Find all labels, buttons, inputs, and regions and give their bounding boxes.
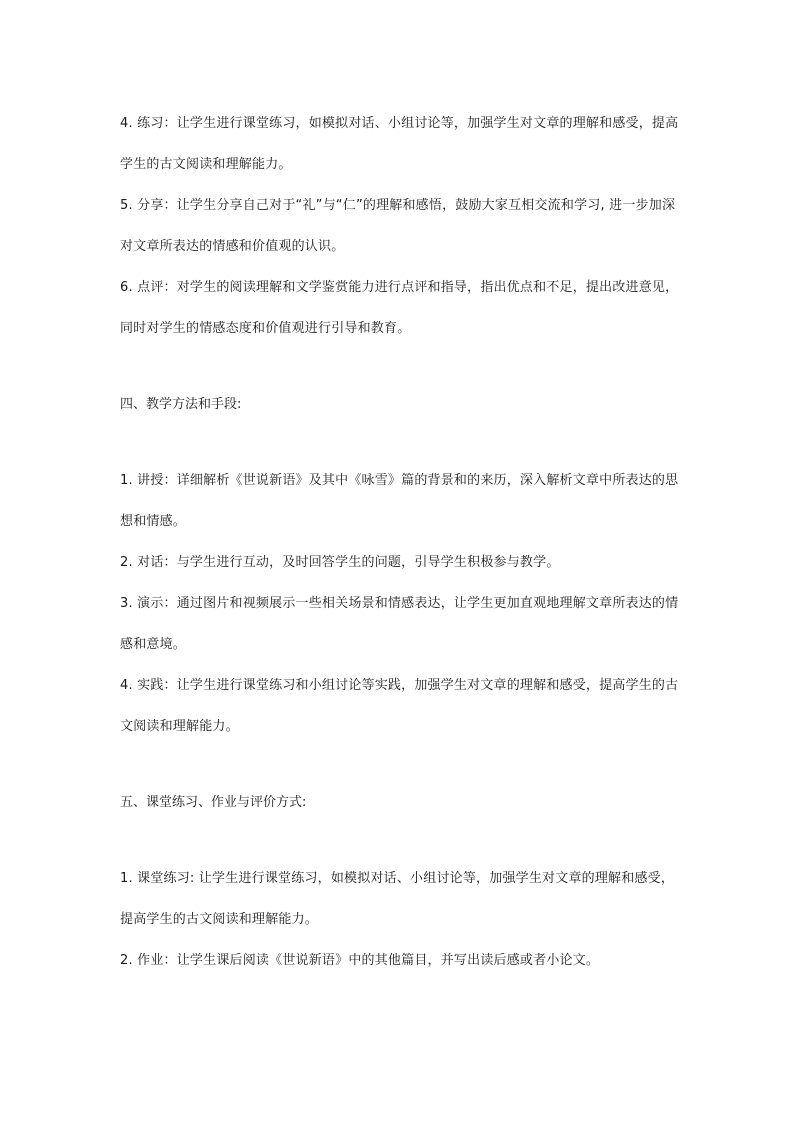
paragraph-dialogue: 2. 对话：与学生进行互动，及时回答学生的问题，引导学生积极参与教学。 bbox=[120, 555, 560, 570]
paragraph-class-exercise: 1. 课堂练习: 让学生进行课堂练习，如模拟对话、小组讨论等，加强学生对文章的理解和感受，提高学生的古文阅读和理解能力。 bbox=[120, 871, 675, 927]
document-page bbox=[120, 103, 680, 981]
section-heading-exercises: 五、课堂练习、作业与评价方式: bbox=[120, 795, 307, 810]
paragraph-review: 6. 点评：对学生的阅读理解和文学鉴赏能力进行点评和指导，指出优点和不足，提出改进意见，同时对学生的情感态度和价值观进行引导和教育。 bbox=[120, 280, 679, 336]
paragraph-demonstration: 3. 演示：通过图片和视频展示一些相关场景和情感表达，让学生更加直观地理解文章所表达的情感和意境。 bbox=[120, 596, 679, 652]
paragraph-sharing: 5. 分享：让学生分享自己对于“礼”与“仁”的理解和感悟，鼓励大家互相交流和学习, 进一步加深对文章所表达的情感和价值观的认识。 bbox=[120, 198, 676, 254]
section-heading-methods: 四、教学方法和手段: bbox=[120, 397, 242, 412]
paragraph-homework: 2. 作业：让学生课后阅读《世说新语》中的其他篇目，并写出读后感或者小论文。 bbox=[120, 953, 600, 968]
paragraph-practice: 4. 练习：让学生进行课堂练习，如模拟对话、小组讨论等，加强学生对文章的理解和感受，提高学生的古文阅读和理解能力。 bbox=[120, 116, 679, 172]
paragraph-practice-activity: 4. 实践：让学生进行课堂练习和小组讨论等实践，加强学生对文章的理解和感受，提高学生的古文阅读和理解能力。 bbox=[120, 678, 679, 734]
paragraph-lecture: 1. 讲授：详细解析《世说新语》及其中《咏雪》篇的背景和的来历，深入解析文章中所表达的思想和情感。 bbox=[120, 473, 679, 529]
